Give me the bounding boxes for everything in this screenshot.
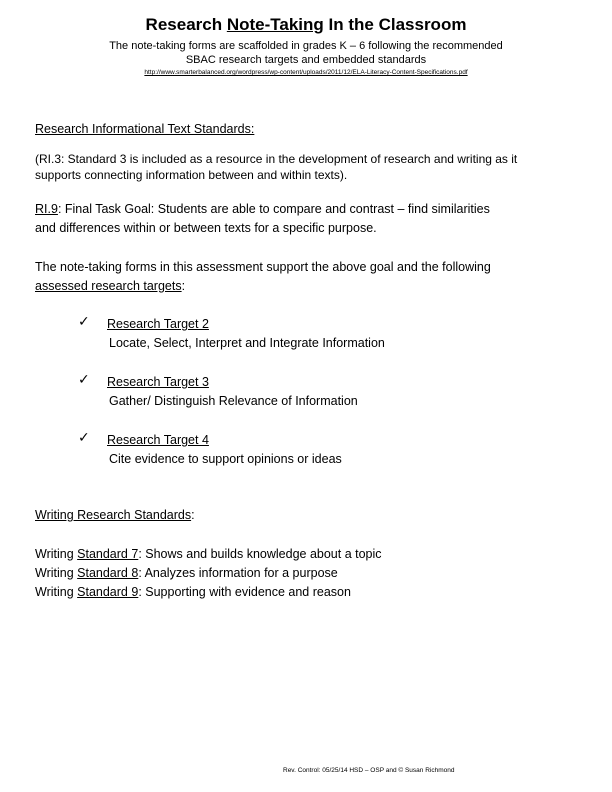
target-title: Research Target 2 [107, 317, 209, 331]
target-title: Research Target 4 [107, 433, 209, 447]
research-target-item [107, 431, 342, 469]
ri3-note: (RI.3: Standard 3 is included as a resource in the development of research and writing as it supports connecting information between and within texts). [35, 152, 518, 182]
title-underlined-word: Note-Taking [226, 15, 324, 34]
writing-standard-item: Writing Standard 8: Analyzes information for a purpose [35, 566, 338, 580]
ri9-goal: RI.9: Final Task Goal: Students are able to compare and contrast – find similarities and differences within or between texts for a specific purpose. [35, 202, 490, 235]
footer-rev-control: Rev. Control: 05/25/14 HSD – OSP and © Susan Richmond [283, 767, 455, 774]
research-target-item [107, 373, 358, 411]
target-desc: Cite evidence to support opinions or ideas [109, 452, 342, 466]
target-desc: Locate, Select, Interpret and Integrate Information [109, 336, 385, 350]
source-link[interactable]: http://www.smarterbalanced.org/wordpress/wp-content/uploads/2011/12/ELA-Literacy-Content-Specifications.pdf [144, 69, 468, 76]
check-icon: ✓ [78, 429, 90, 445]
subtitle: The note-taking forms are scaffolded in grades K – 6 following the recommended SBAC research targets and embedded standards [109, 40, 503, 66]
research-target-item [107, 315, 385, 353]
forms-intro: The note-taking forms in this assessment support the above goal and the following assessed research targets: [35, 260, 491, 293]
section-heading-writing: Writing Research Standards: [35, 508, 195, 522]
target-desc: Gather/ Distinguish Relevance of Information [109, 394, 358, 408]
check-icon: ✓ [78, 313, 90, 329]
writing-standard-item: Writing Standard 7: Shows and builds knowledge about a topic [35, 547, 382, 561]
writing-standard-item: Writing Standard 9: Supporting with evidence and reason [35, 585, 351, 599]
check-icon: ✓ [78, 371, 90, 387]
page-title: Research Note-Taking In the Classroom [145, 15, 467, 34]
target-title: Research Target 3 [107, 375, 209, 389]
section-heading-informational: Research Informational Text Standards: [35, 122, 255, 136]
ri9-label: RI.9 [35, 202, 58, 216]
